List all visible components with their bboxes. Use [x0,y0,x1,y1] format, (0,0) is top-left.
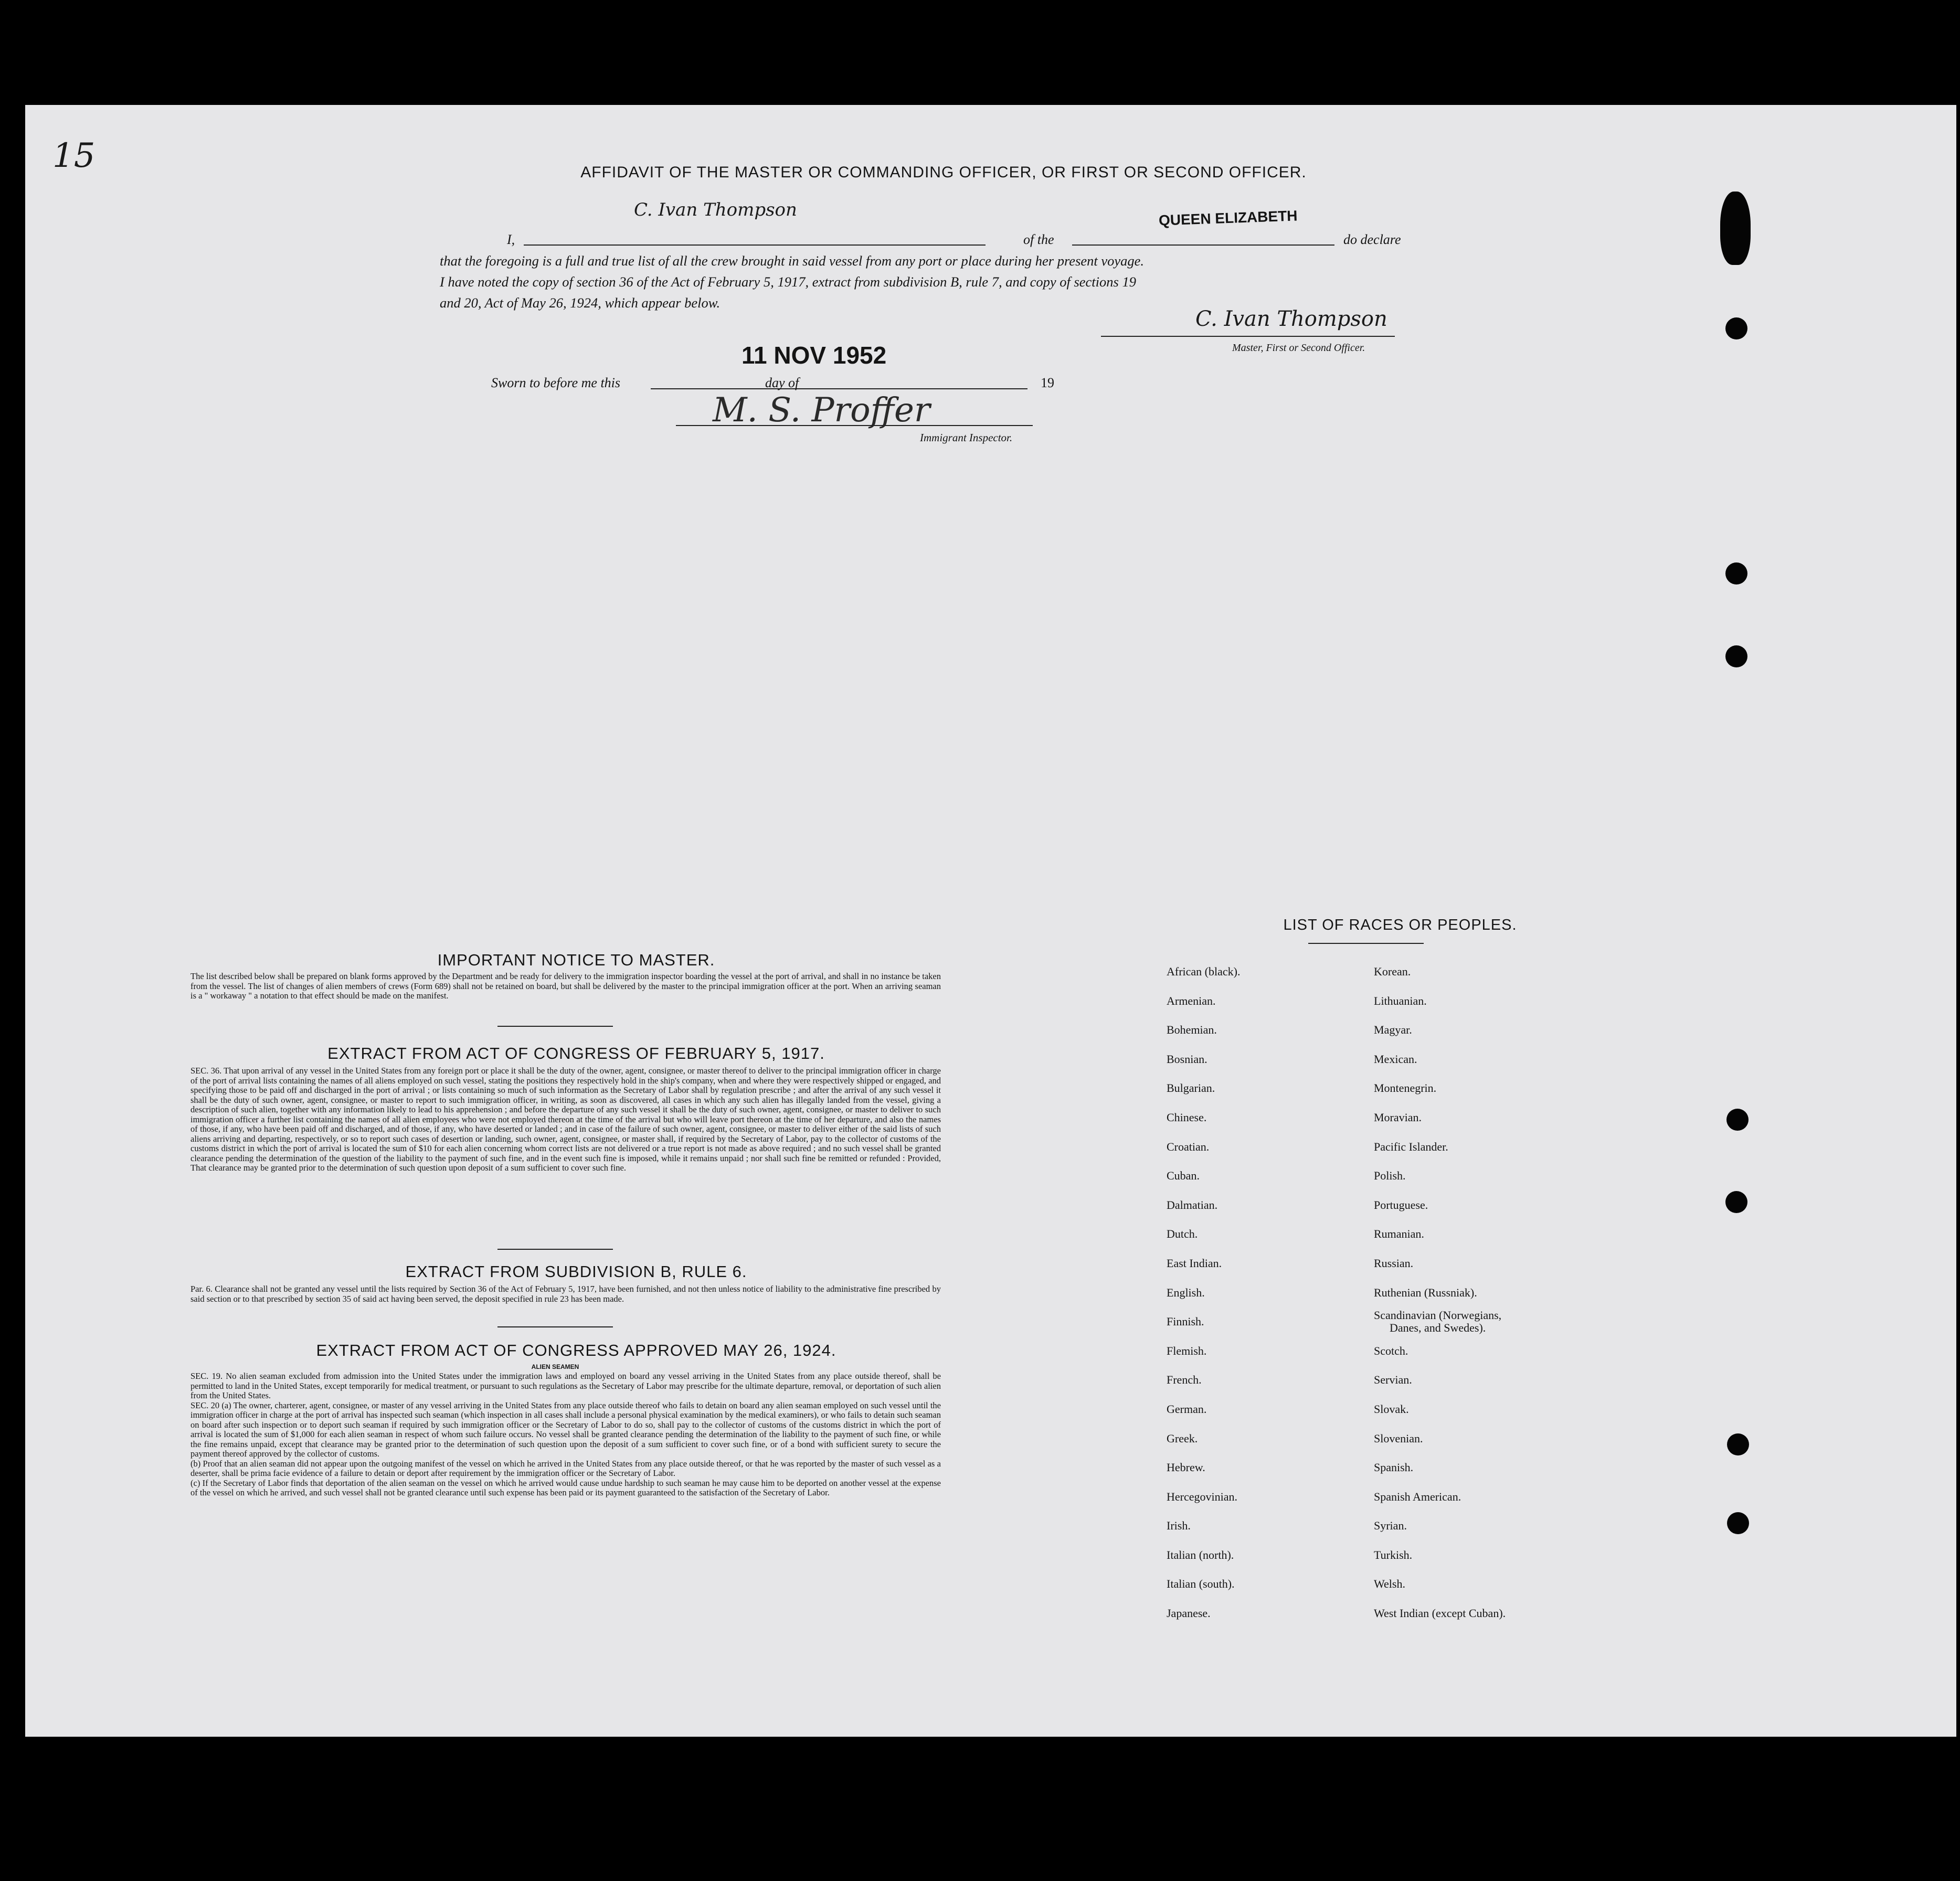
race-item: Russian. [1374,1256,1414,1270]
section-divider [497,1326,613,1327]
race-item: Hebrew. [1167,1461,1205,1474]
day-of-label: day of [765,375,799,390]
race-item: Dutch. [1167,1227,1198,1241]
officer-signature: C. Ivan Thompson [634,199,797,220]
rule6-text: Par. 6. Clearance shall not be granted any vessel until the lists required by Section 36 of the Act of February 5, 1917, have been furnished, and not then unless notice of liability to the administrative fine prescribed by said section or to that prescribed by section 35 of said act having been served, the deposit specified in rule 23 has been made. [190,1284,941,1304]
races-heading-rule [1308,943,1424,944]
of-the-label: of the [1023,232,1054,247]
inspector-line [676,425,1033,426]
race-item: Italian (north). [1167,1548,1234,1561]
race-item: Pacific Islander. [1374,1140,1448,1153]
race-item: Flemish. [1167,1344,1207,1357]
race-item: Welsh. [1374,1577,1405,1591]
race-item-scandinavian [1374,1307,1506,1336]
vessel-line [1072,245,1334,246]
race-item: Moravian. [1374,1110,1422,1124]
race-item: Croatian. [1167,1140,1210,1153]
sworn-month-line [807,388,1027,389]
race-item-continuation: Danes, and Swedes). [1390,1321,1486,1335]
race-item: Slovenian. [1374,1431,1423,1445]
sworn-day-line [651,388,829,389]
rule6-heading: EXTRACT FROM SUBDIVISION B, RULE 6. [405,1262,747,1281]
i-label: I, [507,232,515,247]
race-item: Rumanian. [1374,1227,1424,1241]
race-item: East Indian. [1167,1256,1222,1270]
race-item: African (black). [1167,965,1241,978]
race-item: Polish. [1374,1169,1406,1183]
race-item: English. [1167,1285,1205,1299]
year-prefix: 19 [1041,375,1054,390]
punch-hole [1725,645,1747,667]
race-item: Portuguese. [1374,1198,1428,1212]
race-item: Magyar. [1374,1023,1412,1037]
document-page [25,105,1956,1737]
extract-1924-heading: EXTRACT FROM ACT OF CONGRESS APPROVED MAY 26, 1924. [316,1341,836,1359]
race-item: Slovak. [1374,1402,1409,1416]
sec20a-text: SEC. 20 (a) The owner, charterer, agent, consignee, or master of any vessel arriving in the United States from any place outside thereof who fails to detain on board any alien seaman employed on such vessel until the immigration officer in charge at the port of arrival has inspected such seaman (which inspection in all cases shall include a personal physical examination by the medical examiners), or who fails to detain such seaman on board after such inspection or to deport such seaman if required by such immigration officer or the Secretary of Labor to do so, shall pay to the collector of customs of the customs district in which the port of arrival is located the sum of $1,000 for each alien seaman in respect of whom such failure occurs. No vessel shall be granted clearance pending the determination of the liability to the payment of such fine, or while the fine remains unpaid, except that clearance may be granted prior to the determination of such question upon the deposit of a sum sufficient to cover such fine, or of a bond with sufficient surety to secure the payment thereof approved by the collector of customs. [190,1400,941,1459]
affidavit-heading: AFFIDAVIT OF THE MASTER OR COMMANDING OFFICER, OR FIRST OR SECOND OFFICER. [580,164,1307,181]
race-item: Bulgarian. [1167,1081,1215,1095]
race-item: Japanese. [1167,1607,1211,1620]
punch-hole [1726,1109,1749,1131]
affidavit-statement-line-2: I have noted the copy of section 36 of the Act of February 5, 1917, extract from subdivision B, rule 7, and copy of sections 19 [440,274,1136,290]
punch-hole [1725,317,1747,339]
race-item: Dalmatian. [1167,1198,1218,1212]
inspector-signature: M. S. Proffer [713,391,930,430]
margin-note: 15 [52,136,96,175]
race-item: Chinese. [1167,1110,1207,1124]
name-line [524,245,986,246]
date-stamp: 11 NOV 1952 [741,342,887,369]
race-item: Spanish American. [1374,1490,1461,1503]
notice-heading: IMPORTANT NOTICE TO MASTER. [437,951,715,969]
extract-1924-body [190,1372,941,1498]
race-item: Syrian. [1374,1519,1407,1533]
punch-hole [1727,1433,1749,1455]
notice-text: The list described below shall be prepared on blank forms approved by the Department and be ready for delivery to the immigration inspector boarding the vessel at the port of arrival, and shall in no instance be taken from the vessel. The list of changes of alien members of crews (Form 689) shall not be retained on board, but shall be delivered by the master to the principal immigration officer at the port. When an arriving seaman is a " workaway " a notation to that effect should be made on the manifest. [190,971,941,1001]
race-item: Korean. [1374,965,1411,978]
race-item: Armenian. [1167,994,1216,1007]
section-divider [497,1249,613,1250]
race-item: Bosnian. [1167,1052,1207,1066]
race-item: Montenegrin. [1374,1081,1437,1095]
sec20c-text: (c) If the Secretary of Labor finds that deportation of the alien seaman on the vessel on which he arrived would cause undue hardship to such seaman he may cause him to be deported on another vessel at the expense of the vessel on which he arrived, and such vessel shall not be granted clearance until such expense has been paid or its payment guaranteed to the satisfaction of the Secretary of Labor. [190,1478,941,1497]
race-item: Hercegovinian. [1167,1490,1237,1503]
race-item: Finnish. [1167,1315,1204,1329]
sec19-text: SEC. 19. No alien seaman excluded from admission into the United States under the immigration laws and employed on board any vessel arriving in the United States from any place outside thereof, shall be permitted to land in the United States, except temporarily for medical treatment, or pursuant to such regulations as the Secretary of Labor may prescribe for the ultimate departure, removal, or deportation of such alien from the United States. [190,1371,941,1400]
race-item: Italian (south). [1167,1577,1235,1591]
race-item: Turkish. [1374,1548,1413,1561]
vessel-name-stamp: QUEEN ELIZABETH [1158,207,1298,229]
alien-seamen-subheading: ALIEN SEAMEN [531,1363,579,1370]
race-item: Lithuanian. [1374,994,1427,1007]
affidavit-statement-line-1: that the foregoing is a full and true list of all the crew brought in said vessel from any port or place during her present voyage. [440,253,1145,269]
race-item: Servian. [1374,1373,1412,1387]
race-item: Cuban. [1167,1169,1200,1183]
sec20b-text: (b) Proof that an alien seaman did not appear upon the outgoing manifest of the vessel on which he arrived in the United States from any place outside thereof, or that he was reported by the master of such vessel as a deserter, shall be prima facie evidence of a failure to detain or deport after requirement by the immigration officer or the Secretary of Labor. [190,1458,941,1478]
race-item: Greek. [1167,1431,1198,1445]
race-item: Bohemian. [1167,1023,1217,1037]
extract-1917-text: SEC. 36. That upon arrival of any vessel in the United States from any foreign port or place it shall be the duty of the owner, agent, consignee, or master thereof to deliver to the principal immigration officer in charge of the port of arrival lists containing the names of all aliens employed on such vessel, stating the positions they respectively hold in the ship's company, when and where they were respectively shipped or engaged, and specifying those to be paid off and discharged in the port of arrival ; or lists containing so much of such information as the Secretary of Labor shall by regulation prescribe ; and after the arrival of any such vessel it shall be the duty of such owner, agent, consignee, or master to report to such immigration officer, in writing, as soon as discovered, all cases in which any such alien has illegally landed from the vessel, giving a description of such alien, together with any information likely to lead to his apprehension ; and before the departure of any such vessel it shall be the duty of such owner, agent, consignee, or master to deliver to such immigration officer a further list containing the names of all alien employees who were not employed thereon at the time of the arrival but who will leave port thereon at the time of her departure, and also the names of those, if any, who have been paid off and discharged, and of those, if any, who have deserted or landed ; and in case of the failure of such owner, agent, consignee, or master to deliver either of the said lists of such aliens arriving and departing, respectively, or so to report such cases of desertion or landing, such owner, agent, consignee, or master shall, if required by the Secretary of Labor, pay to the collector of customs of the customs district in which the port of arrival is located the sum of $10 for each alien concerning whom correct lists are not delivered or a true report is not made as above required ; and no such vessel shall be granted clearance pending the determination of the question of the liability to the payment of such fine, and in the event such fine is imposed, while it remains unpaid ; nor shall such fine be remitted or refunded : Provided, That clearance may be granted prior to the determination of such question upon deposit of a sum sufficient to cover such fine. [190,1066,941,1173]
section-divider [497,1026,613,1027]
races-heading: LIST OF RACES OR PEOPLES. [1283,917,1517,933]
punch-hole [1725,562,1747,585]
race-item: German. [1167,1402,1207,1416]
races-right-column [1374,957,1506,1628]
race-item: Mexican. [1374,1052,1417,1066]
do-declare-label: do declare [1343,232,1401,247]
race-item: Irish. [1167,1519,1191,1533]
signer-line [1101,336,1395,337]
inspector-title: Immigrant Inspector. [920,431,1013,444]
punch-hole [1727,1512,1749,1534]
sworn-label: Sworn to before me this [491,375,621,390]
race-item: Scandinavian (Norwegians, [1374,1309,1502,1322]
race-item: West Indian (except Cuban). [1374,1607,1506,1620]
punch-hole [1725,1191,1747,1213]
extract-1917-heading: EXTRACT FROM ACT OF CONGRESS OF FEBRUARY 5, 1917. [327,1044,825,1062]
race-item: Spanish. [1374,1461,1414,1474]
races-left-column [1167,957,1240,1628]
race-item: Ruthenian (Russniak). [1374,1285,1477,1299]
affidavit-statement-line-3: and 20, Act of May 26, 1924, which appear below. [440,295,721,311]
signer-title: Master, First or Second Officer. [1232,342,1365,354]
torn-edge-mark [1720,192,1751,265]
race-item: French. [1167,1373,1202,1387]
signer-signature: C. Ivan Thompson [1195,307,1387,331]
race-item: Scotch. [1374,1344,1408,1357]
